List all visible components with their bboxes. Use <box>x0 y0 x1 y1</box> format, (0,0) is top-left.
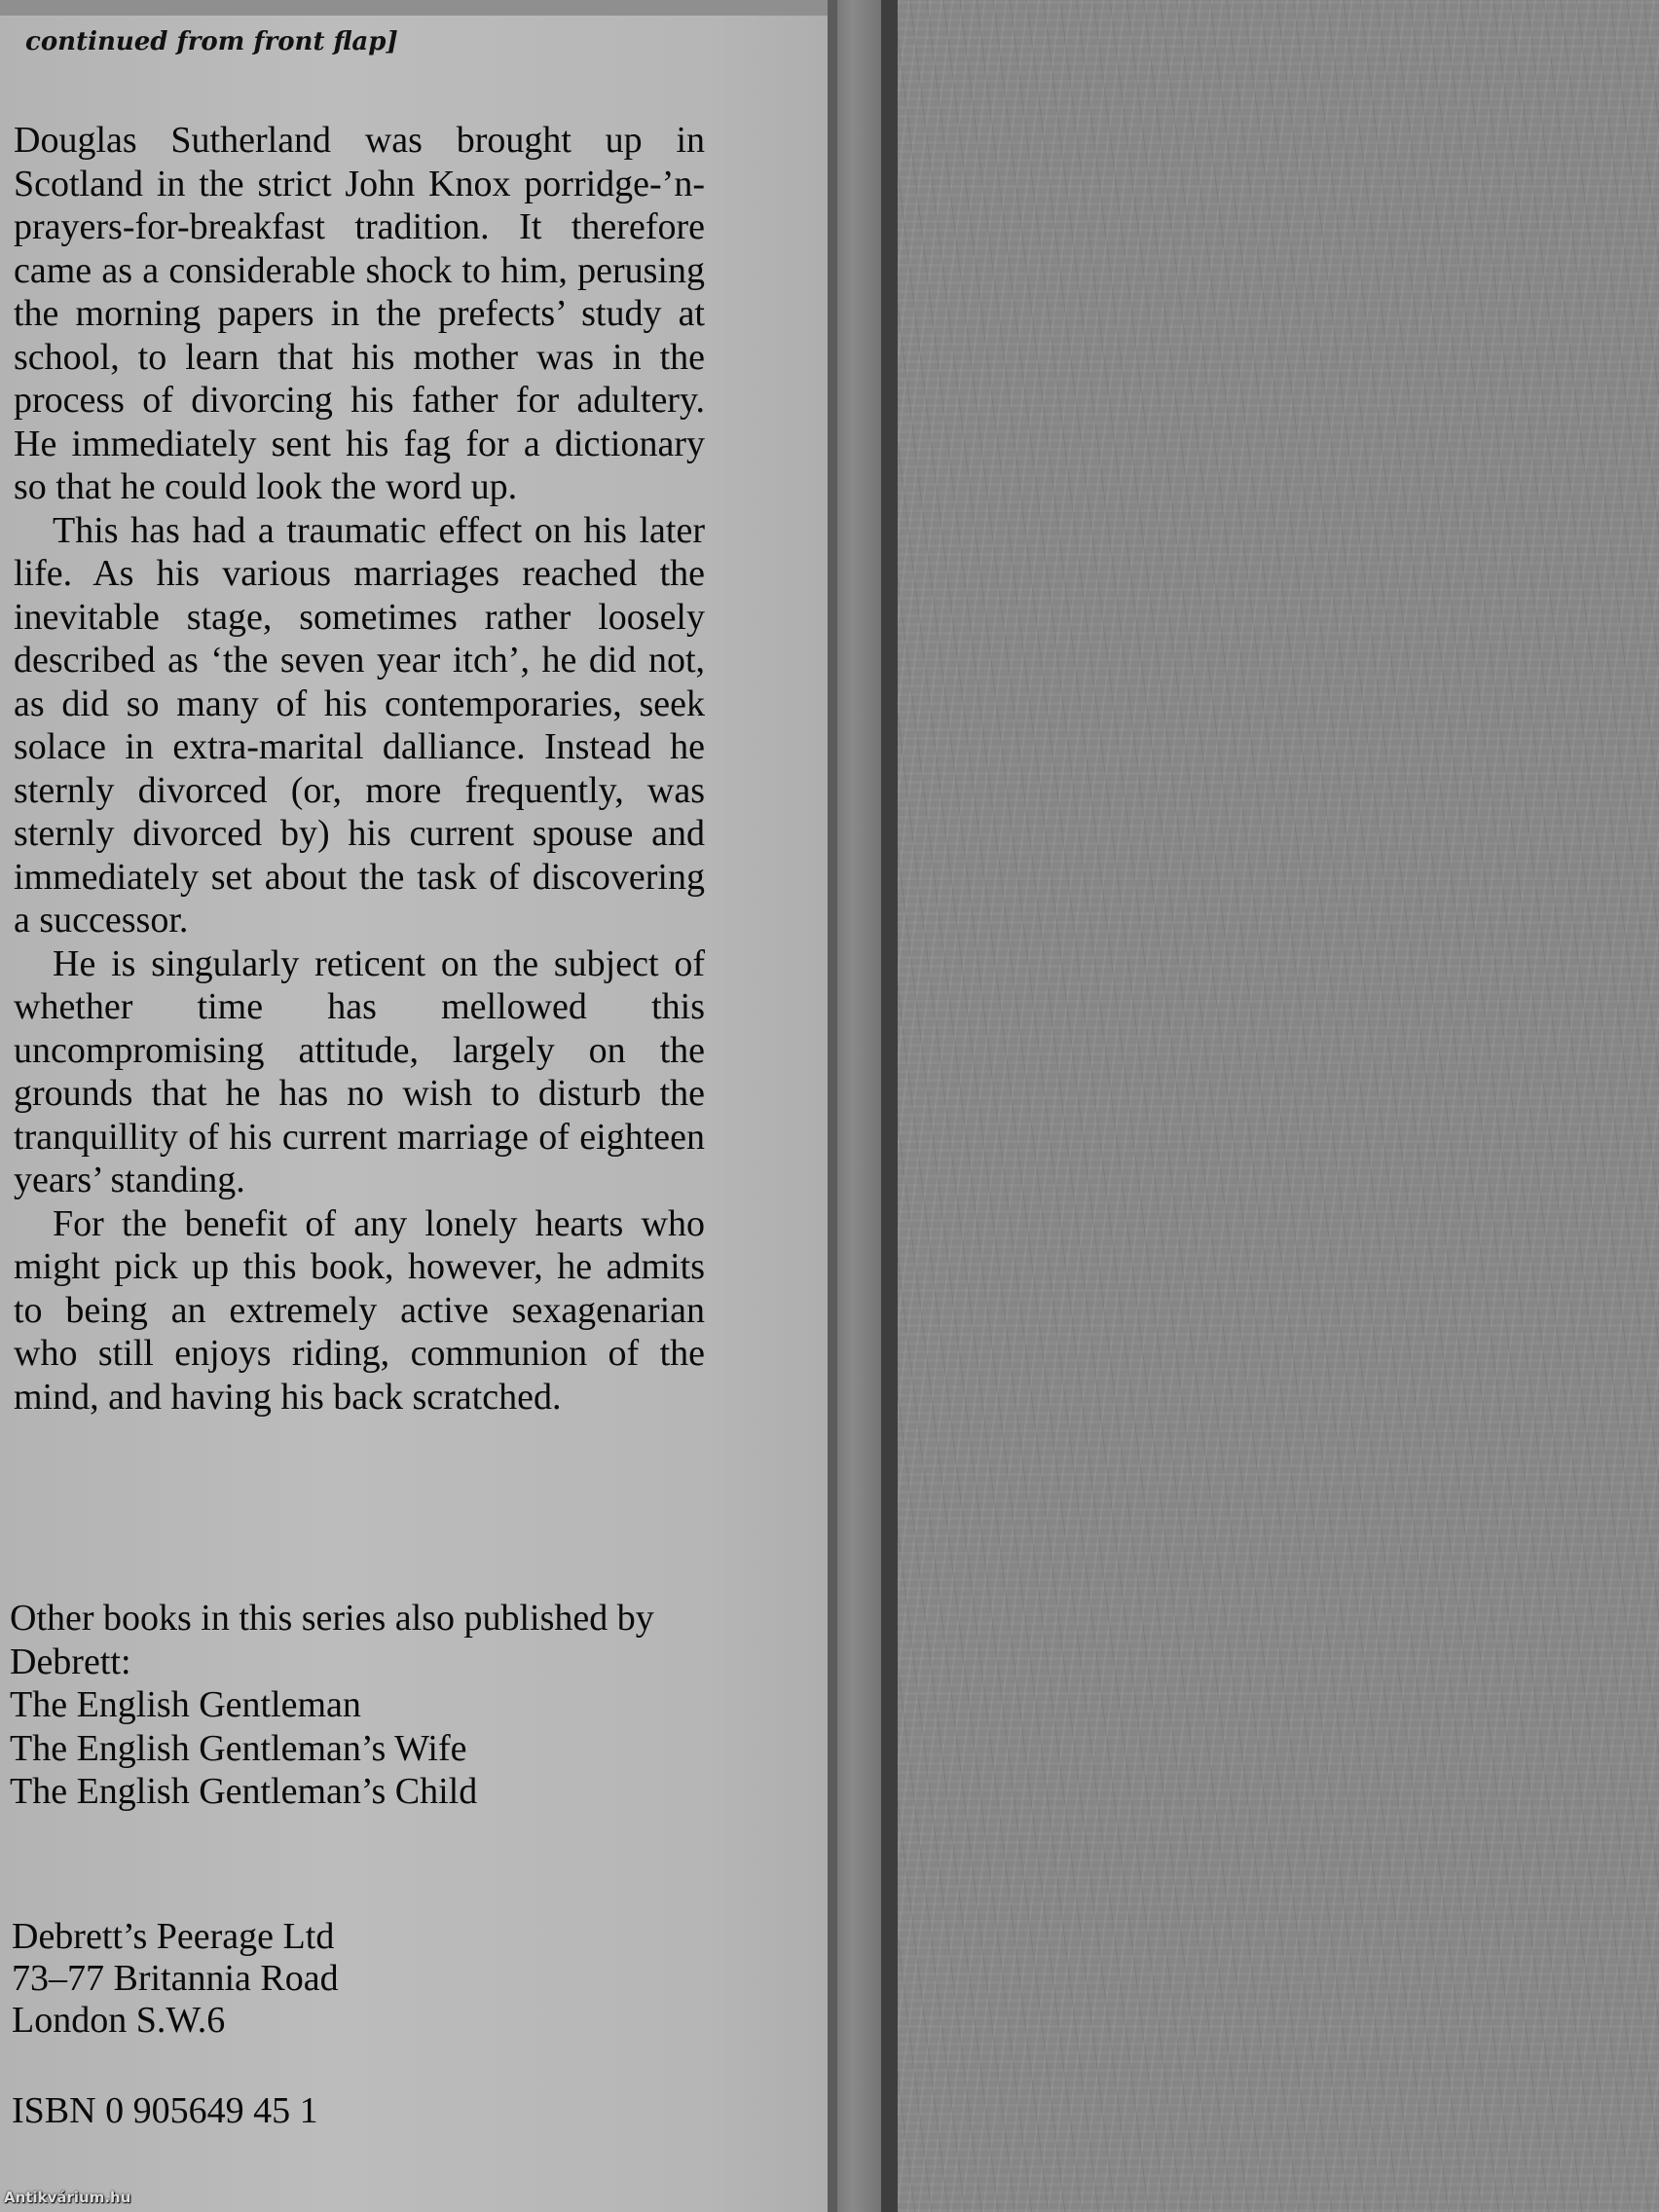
cloth-cover-board <box>898 0 1659 2212</box>
bio-paragraph: He is singularly reticent on the subject of whether time has mellowed this uncompromising attitude, largely on the grounds that he has no wish to disturb the tranquillity of his current marriage of eighteen years’ standing. <box>14 942 705 1200</box>
publisher-name: Debrett’s Peerage Ltd <box>12 1916 335 1957</box>
publisher-street: 73–77 Britannia Road <box>12 1958 339 1999</box>
bio-paragraph: For the benefit of any lonely hearts who might pick up this book, however, he admits to being an extremely active sexagenarian who still enjoys riding, communion of the mind, and having his back scratched. <box>14 1202 705 1418</box>
publisher-city: London S.W.6 <box>12 2000 226 2041</box>
series-intro: Other books in this series also published by Debrett: <box>10 1598 654 1682</box>
jacket-flap <box>0 0 828 2212</box>
flap-edge-shadow <box>828 0 837 2212</box>
series-title: The English Gentleman <box>10 1684 361 1725</box>
continued-from-front-flap-note: continued from front flap] <box>25 27 398 56</box>
watermark-text: Antikvárium.hu <box>4 2189 131 2206</box>
author-biography <box>14 119 705 1419</box>
series-title: The English Gentleman’s Child <box>10 1771 478 1812</box>
board-edge-dark <box>881 0 898 2212</box>
other-books-in-series <box>10 1597 711 1814</box>
series-title-list <box>10 1683 711 1814</box>
bio-paragraph: Douglas Sutherland was brought up in Scotland in the strict John Knox porridge-’n-prayers-for-breakfast tradition. It therefore came as a considerable shock to him, perusing the morning papers in the prefects’ study at school, to learn that his mother was in the process of divorcing his father for adultery. He immediately sent his fag for a dictionary so that he could look the word up. <box>14 120 705 507</box>
bio-paragraph: This has had a traumatic effect on his later life. As his various marriages reached the inevitable stage, sometimes rather loosely described as ‘the seven year itch’, he did not, as did so many of his contemporaries, seek solace in extra-marital dalliance. Instead he sternly divorced (or, more frequently, was sternly divorced by) his current spouse and immediately set about the task of discovering a successor. <box>14 509 705 940</box>
series-title: The English Gentleman’s Wife <box>10 1727 467 1769</box>
flap-top-shadow <box>0 0 828 16</box>
isbn: ISBN 0 905649 45 1 <box>12 2090 318 2131</box>
publisher-address <box>12 1916 339 2042</box>
